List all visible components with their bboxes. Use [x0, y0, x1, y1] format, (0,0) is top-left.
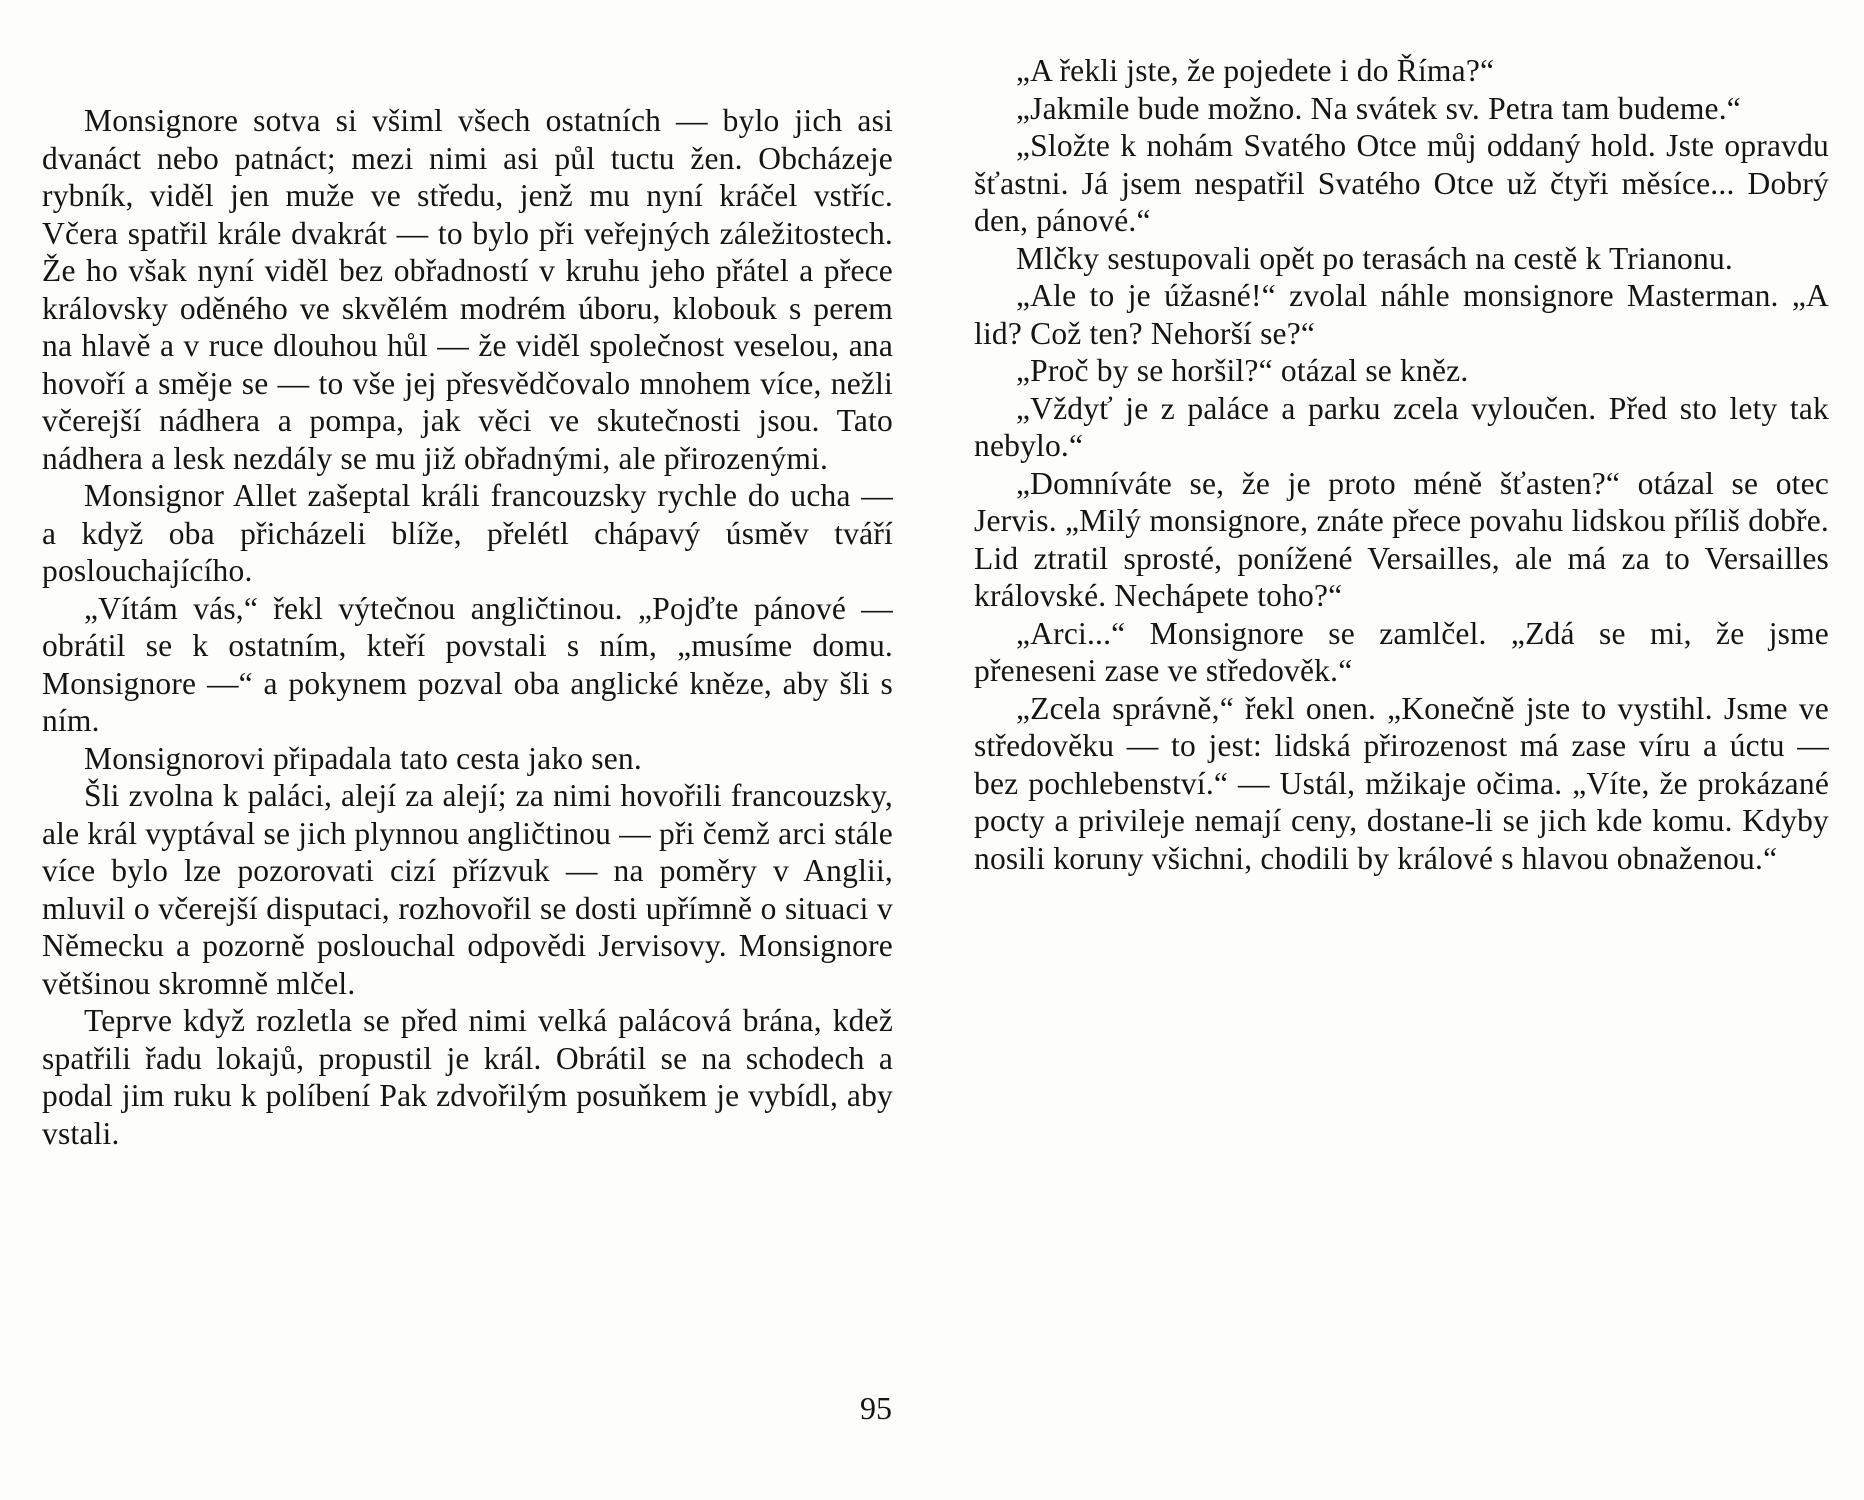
paragraph: Monsignore sotva si všiml všech ostatních — bylo jich asi dvanáct nebo patnáct; mezi nimi asi půl tuctu žen. Obcházeje rybník, viděl jen muže ve středu, jenž mu nyní kráčel vstříc. Včera spatřil krále dvakrát — to bylo při veřejných záležitostech. Že ho však nyní viděl bez obřadností v kruhu jeho přátel a přece královsky oděného ve skvělém modrém úboru, klobouk s perem na hlavě a v ruce dlouhou hůl — že viděl společnost veselou, ana hovoří a směje se — to vše jej přesvědčovalo mnohem více, nežli včerejší nádhera a pompa, jak věci ve skutečnosti jsou. Tato nádhera a lesk nezdály se mu již obřadnými, ale přirozenými. [42, 103, 893, 476]
paragraph: Teprve když rozletla se před nimi velká palácová brána, kdež spatřili řadu lokajů, propustil je král. Obrátil se na schodech a podal jim ruku k políbení Pak zdvořilým posuňkem je vybídl, aby vstali. [42, 1003, 893, 1151]
paragraph: „Složte k nohám Svatého Otce můj oddaný hold. Jste opravdu šťastni. Já jsem nespatřil Svatého Otce už čtyři měsíce... Dobrý den, pánové.“ [974, 128, 1829, 238]
paragraph: Monsignor Allet zašeptal králi francouzsky rychle do ucha — a když oba přicházeli blíže, přelétl chápavý úsměv tváří poslouchajícího. [42, 478, 893, 588]
paragraph: Mlčky sestupovali opět po terasách na cestě k Trianonu. [1016, 240, 1733, 276]
paragraph: „Arci...“ Monsignore se zamlčel. „Zdá se mi, že jsme přeneseni zase ve středověk.“ [974, 615, 1829, 688]
paragraph: Monsignorovi připadala tato cesta jako sen. [84, 740, 642, 776]
right-text-column [974, 52, 1829, 877]
paragraph: „A řekli jste, že pojedete i do Říma?“ [1016, 53, 1495, 88]
page-number: 95 [860, 1390, 892, 1426]
paragraph: „Jakmile bude možno. Na svátek sv. Petra tam budeme.“ [1016, 90, 1741, 126]
paragraph: „Ale to je úžasné!“ zvolal náhle monsignore Masterman. „A lid? Což ten? Nehorší se?“ [974, 278, 1829, 351]
left-text-column [42, 102, 893, 1152]
paragraph: „Vždyť je z paláce a parku zcela vyloučen. Před sto lety tak nebylo.“ [974, 390, 1829, 463]
paragraph: Šli zvolna k paláci, alejí za alejí; za nimi hovořili francouzsky, ale král vyptával se jich plynnou angličtinou — při čemž arci stále více bylo lze pozorovati cizí přízvuk — na poměry v Anglii, mluvil o včerejší disputaci, rozhovořil se dosti upřímně o situaci v Německu a pozorně poslouchal odpovědi Jervisovy. Monsignore většinou skromně mlčel. [42, 778, 893, 1001]
paragraph: „Zcela správně,“ řekl onen. „Konečně jste to vystihl. Jsme ve středověku — to jest: lidská přirozenost má zase víru a úctu — bez pochlebenství.“ — Ustál, mžikaje očima. „Víte, že prokázané pocty a privileje nemají ceny, dostane-li se jich kde komu. Kdyby nosili koruny všichni, chodili by králové s hlavou obnaženou.“ [974, 690, 1829, 876]
paragraph: „Domníváte se, že je proto méně šťasten?“ otázal se otec Jervis. „Milý monsignore, znáte přece povahu lidskou příliš dobře. Lid ztratil sprosté, ponížené Versailles, ale má za to Versailles královské. Nechápete toho?“ [974, 465, 1829, 613]
paragraph: „Proč by se horšil?“ otázal se kněz. [1016, 353, 1469, 388]
paragraph: „Vítám vás,“ řekl výtečnou angličtinou. „Pojďte pánové — obrátil se k ostatním, kteří povstali s ním, „musíme domu. Monsignore —“ a pokynem pozval oba anglické kněze, aby šli s ním. [42, 590, 893, 738]
